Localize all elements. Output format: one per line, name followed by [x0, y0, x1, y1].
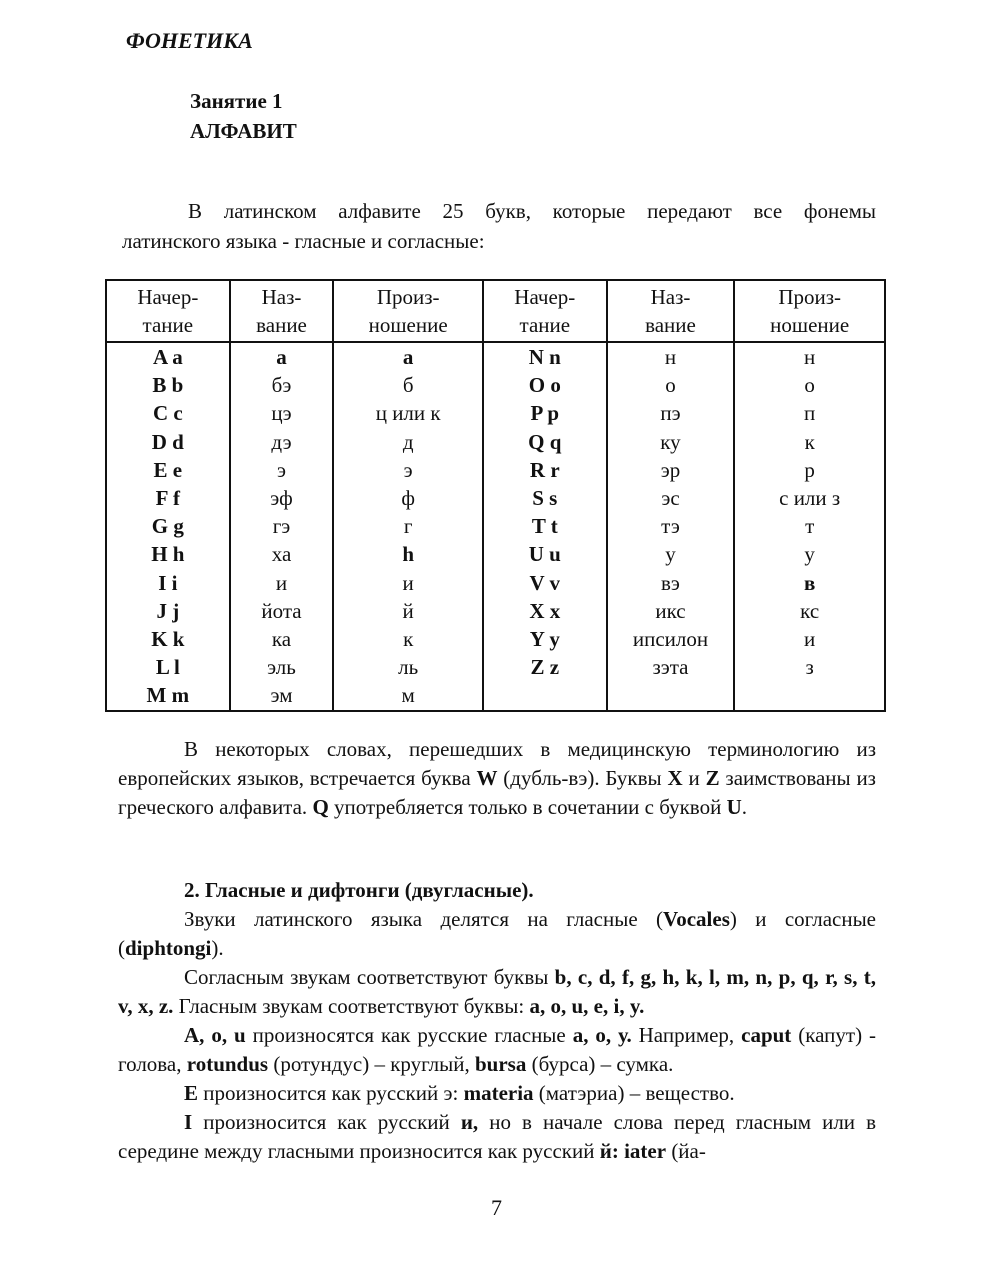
- paragraph-aou: A, o, u произносятся как русские гласные а, о, у. Например, caput (капут) - голова, rotundus (ротундус) – круглый, bursa (бурса) – сумка.: [118, 1023, 876, 1076]
- name-cell: йота: [261, 598, 302, 623]
- letter-cell: F f: [155, 486, 180, 511]
- letter-cell: V v: [529, 570, 561, 595]
- header-form-right: Начер- тание: [483, 280, 607, 342]
- pron-cell: э: [403, 457, 413, 482]
- section-heading-vowels: 2. Гласные и дифтонги (двугласные).: [184, 878, 534, 902]
- intro-paragraph: [122, 196, 876, 256]
- letter-cell: O o: [528, 373, 561, 398]
- header-pron-right: Произ- ношение: [734, 280, 885, 342]
- name-cell: бэ: [271, 373, 292, 398]
- term-vocales: Vocales: [663, 907, 730, 931]
- table-body-row: [106, 342, 885, 711]
- name-cell: эф: [270, 486, 293, 511]
- name-cell: эль: [267, 655, 296, 680]
- right-names-column: [607, 342, 735, 711]
- letter-cell: B b: [152, 373, 184, 398]
- name-cell: у: [665, 542, 676, 567]
- pron-cell: к: [403, 627, 414, 652]
- letter-cell: K k: [151, 627, 185, 652]
- lesson-header: [190, 86, 297, 146]
- name-cell: ипсилон: [632, 627, 709, 652]
- word-materia: materia: [463, 1081, 534, 1105]
- letter-cell: L l: [155, 655, 180, 680]
- name-cell: икс: [655, 598, 686, 623]
- name-cell: зэта: [652, 655, 689, 680]
- name-cell: дэ: [271, 429, 292, 454]
- pron-cell: h: [402, 542, 414, 567]
- pron-cell: а: [402, 345, 414, 369]
- table-header-row: [106, 280, 885, 342]
- left-letters-column: [106, 342, 230, 711]
- intro-line-1: В латинском алфавите 25 букв, которые передают все фонемы: [188, 199, 876, 223]
- header-name-right: Наз- вание: [607, 280, 735, 342]
- section-title: ФОНЕТИКА: [126, 28, 253, 53]
- consonant-letters: b, c, d, f, g, h, k, l, m, n, p, q, r, s, t, v, x, z.: [118, 965, 876, 1018]
- alphabet-table: [105, 279, 886, 712]
- letter-cell: Q q: [528, 429, 562, 454]
- pron-cell: р: [804, 457, 815, 482]
- header-pron-left: Произ- ношение: [333, 280, 483, 342]
- letter-q: Q: [312, 795, 329, 819]
- pron-cell: о: [804, 373, 815, 398]
- term-diphtongi: diphtongi: [125, 936, 212, 960]
- letter-cell: N n: [528, 345, 561, 369]
- lesson-label: Занятие 1: [190, 89, 283, 113]
- letter-x: X: [667, 766, 683, 790]
- right-letters-column: [483, 342, 607, 711]
- paragraph-letter-w: В некоторых словах, перешедших в медицинскую терминологию из европейских языков, встречается буква W (дубль-вэ). Буквы X и Z заимствованы из греческого алфавита. Q употребляется только в сочетании с буквой U.: [118, 737, 876, 819]
- letter-cell: D d: [151, 429, 184, 454]
- name-cell: э: [277, 457, 287, 482]
- letter-w: W: [476, 766, 498, 790]
- letter-z: Z: [705, 766, 720, 790]
- name-cell: ха: [271, 542, 292, 567]
- letter-cell: G g: [151, 514, 184, 539]
- letter-cell: M m: [146, 683, 190, 708]
- letter-cell: U u: [528, 542, 561, 567]
- vowel-letters: a, o, u, e, i, y.: [529, 994, 645, 1018]
- pron-cell: и: [804, 627, 816, 652]
- header-name-left: Наз- вание: [230, 280, 334, 342]
- vowels-section: [118, 876, 876, 1166]
- name-cell: о: [665, 373, 676, 398]
- name-cell: вэ: [661, 570, 680, 595]
- page-number: 7: [491, 1195, 502, 1220]
- pron-cell: м: [401, 683, 415, 708]
- pron-cell: и: [402, 570, 414, 595]
- letter-cell: P p: [530, 401, 560, 426]
- letter-u: U: [726, 795, 742, 819]
- letter-cell: C c: [152, 401, 183, 426]
- letter-cell: R r: [529, 457, 560, 482]
- name-cell: ку: [660, 429, 681, 454]
- name-cell: а: [276, 345, 287, 369]
- pron-cell: в: [804, 570, 816, 595]
- word-iater: iater: [624, 1139, 667, 1163]
- word-caput: caput: [741, 1023, 792, 1047]
- letter-cell: T t: [531, 514, 558, 539]
- pron-cell: н: [804, 345, 816, 369]
- pron-cell: б: [402, 373, 414, 398]
- letter-cell: S s: [532, 486, 558, 511]
- name-cell: ка: [271, 627, 292, 652]
- lesson-title: АЛФАВИТ: [190, 119, 297, 143]
- letter-cell: Y y: [529, 627, 560, 652]
- pron-cell: кс: [800, 598, 820, 623]
- letter-cell: Z z: [530, 655, 560, 680]
- name-cell: и: [275, 570, 288, 595]
- word-rotundus: rotundus: [186, 1052, 269, 1076]
- intro-line-2: латинского языка - гласные и согласные:: [122, 229, 485, 253]
- pron-cell: с или з: [779, 486, 841, 511]
- right-pron-column: [734, 342, 885, 711]
- name-cell: тэ: [661, 514, 680, 539]
- letter-cell: H h: [151, 542, 185, 567]
- paragraph-sounds: Звуки латинского языка делятся на гласные (Vocales) и согласные (diphtongi).: [118, 907, 876, 960]
- left-pron-column: [333, 342, 483, 711]
- paragraph-i: I произносится как русский и, но в начале слова перед гласным или в середине между гласными произносится как русский й: iater (йа-: [118, 1110, 876, 1163]
- pron-cell: ц или к: [375, 401, 441, 426]
- pron-cell: й: [402, 598, 414, 623]
- letter-cell: X x: [529, 598, 561, 623]
- pron-cell: у: [804, 542, 815, 567]
- name-cell: гэ: [272, 514, 291, 539]
- name-cell: эм: [270, 683, 293, 708]
- paragraph-consonants: Согласным звукам соответствуют буквы b, c, d, f, g, h, k, l, m, n, p, q, r, s, t, v, x, z. Гласным звукам соответствуют буквы: a, o, u, e, i, y.: [118, 965, 876, 1018]
- letter-cell: J j: [156, 598, 180, 623]
- pron-cell: з: [805, 655, 814, 680]
- left-names-column: [230, 342, 334, 711]
- name-cell: н: [664, 345, 677, 369]
- name-cell: пэ: [660, 401, 681, 426]
- word-bursa: bursa: [475, 1052, 527, 1076]
- pron-cell: ф: [401, 486, 415, 511]
- pron-cell: т: [805, 514, 815, 539]
- header-form-left: Начер- тание: [106, 280, 230, 342]
- letter-cell: A a: [152, 345, 183, 369]
- letter-cell: E e: [153, 457, 183, 482]
- pron-cell: ль: [398, 655, 419, 680]
- name-cell: цэ: [271, 401, 292, 426]
- name-cell: эс: [661, 486, 680, 511]
- name-cell: эр: [660, 457, 681, 482]
- pron-cell: г: [403, 514, 413, 539]
- paragraph-e: E произносится как русский э: materia (матэриа) – вещество.: [184, 1081, 735, 1105]
- pron-cell: к: [804, 429, 815, 454]
- pron-cell: п: [804, 401, 816, 426]
- pron-cell: д: [402, 429, 414, 454]
- letter-cell: I i: [158, 570, 178, 595]
